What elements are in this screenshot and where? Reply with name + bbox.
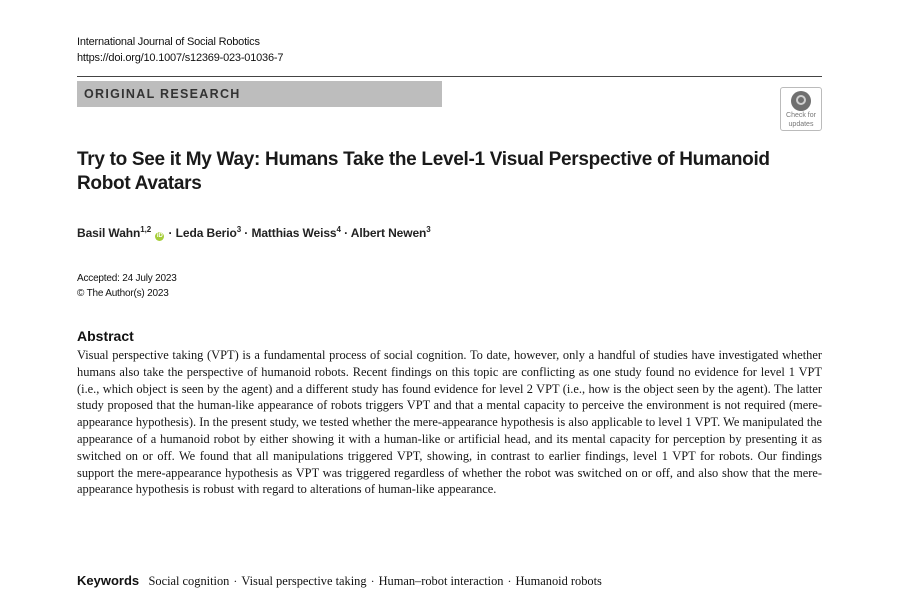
keyword-item[interactable]: Humanoid robots	[515, 574, 602, 588]
keyword-separator: ·	[507, 574, 512, 588]
orcid-icon[interactable]: iD	[156, 233, 163, 239]
abstract-text: Visual perspective taking (VPT) is a fundamental process of social cognition. To date, however, only a handful of studies have investigated whether humans also take the perspective of humanoid robots. Recent findings on this topic are conflicting as one study found no evidence for level 1 VPT (i.e., which object is seen by the agent) and a different study has found evidence for level 2 VPT (i.e., how is the object seen by the agent). The latter study proposed that the human-like appearance of robots triggers VPT and that a mental capacity to perceive the environment is not required (mere-appearance hypothesis). In the present study, we tested whether the mere-appearance hypothesis is also applicable to level 1 VPT. We manipulated the appearance of a humanoid robot by either showing it with a human-like or artificial head, and its mental capacity for perception by presenting it as switched on or off. We found that all manipulations triggered VPT, showing, in contrast to earlier findings, level 1 VPT for robots. Our findings support the mere-appearance hypothesis as VPT was triggered regardless of whether the robot was switched on or off, and also show that the mere-appearance hypothesis is robust with regard to alterations of human-like appearance.	[77, 348, 822, 497]
header-rule	[77, 76, 822, 77]
paper-title: Try to See it My Way: Humans Take the Level-1 Visual Perspective of Humanoid Robot Avatars	[77, 149, 770, 194]
check-for-updates-icon	[791, 91, 811, 111]
keyword-item[interactable]: Social cognition	[148, 574, 230, 588]
keyword-separator: ·	[370, 574, 375, 588]
author-affiliation: 3	[236, 225, 242, 234]
author-list: Basil Wahn$^{1,2}$ iD · Leda Berio$^3$ · Matthias Weiss$^4$ · Albert Newen$^3$	[77, 225, 431, 240]
author-affiliation: 1,2	[140, 225, 152, 234]
doi-link[interactable]: https://doi.org/10.1007/s12369-023-01036-7	[77, 52, 284, 64]
check-for-updates-badge[interactable]	[780, 87, 822, 131]
journal-name: International Journal of Social Robotics	[77, 36, 260, 48]
publication-dates	[77, 271, 177, 301]
author-affiliation: 3	[426, 225, 431, 234]
check-badge-line2: updates	[788, 120, 814, 128]
keyword-item[interactable]: Visual perspective taking	[241, 574, 367, 588]
keyword-separator: ·	[233, 574, 238, 588]
section-banner: ORIGINAL RESEARCH	[77, 81, 442, 107]
copyright-notice: © The Author(s) 2023	[77, 288, 169, 299]
check-badge-line1: Check for	[786, 112, 816, 119]
author-name[interactable]: Matthias Weiss	[251, 226, 337, 240]
keywords-line	[77, 573, 602, 589]
author-name[interactable]: Leda Berio	[175, 226, 237, 240]
author-name[interactable]: Albert Newen	[350, 226, 427, 240]
journal-header	[77, 34, 283, 66]
author-name[interactable]: Basil Wahn	[77, 226, 141, 240]
abstract-heading: Abstract	[77, 328, 134, 344]
accepted-date: Accepted: 24 July 2023	[77, 273, 177, 284]
keywords-label: Keywords	[77, 573, 140, 588]
keyword-item[interactable]: Human–robot interaction	[378, 574, 504, 588]
author-affiliation: 4	[336, 225, 341, 234]
